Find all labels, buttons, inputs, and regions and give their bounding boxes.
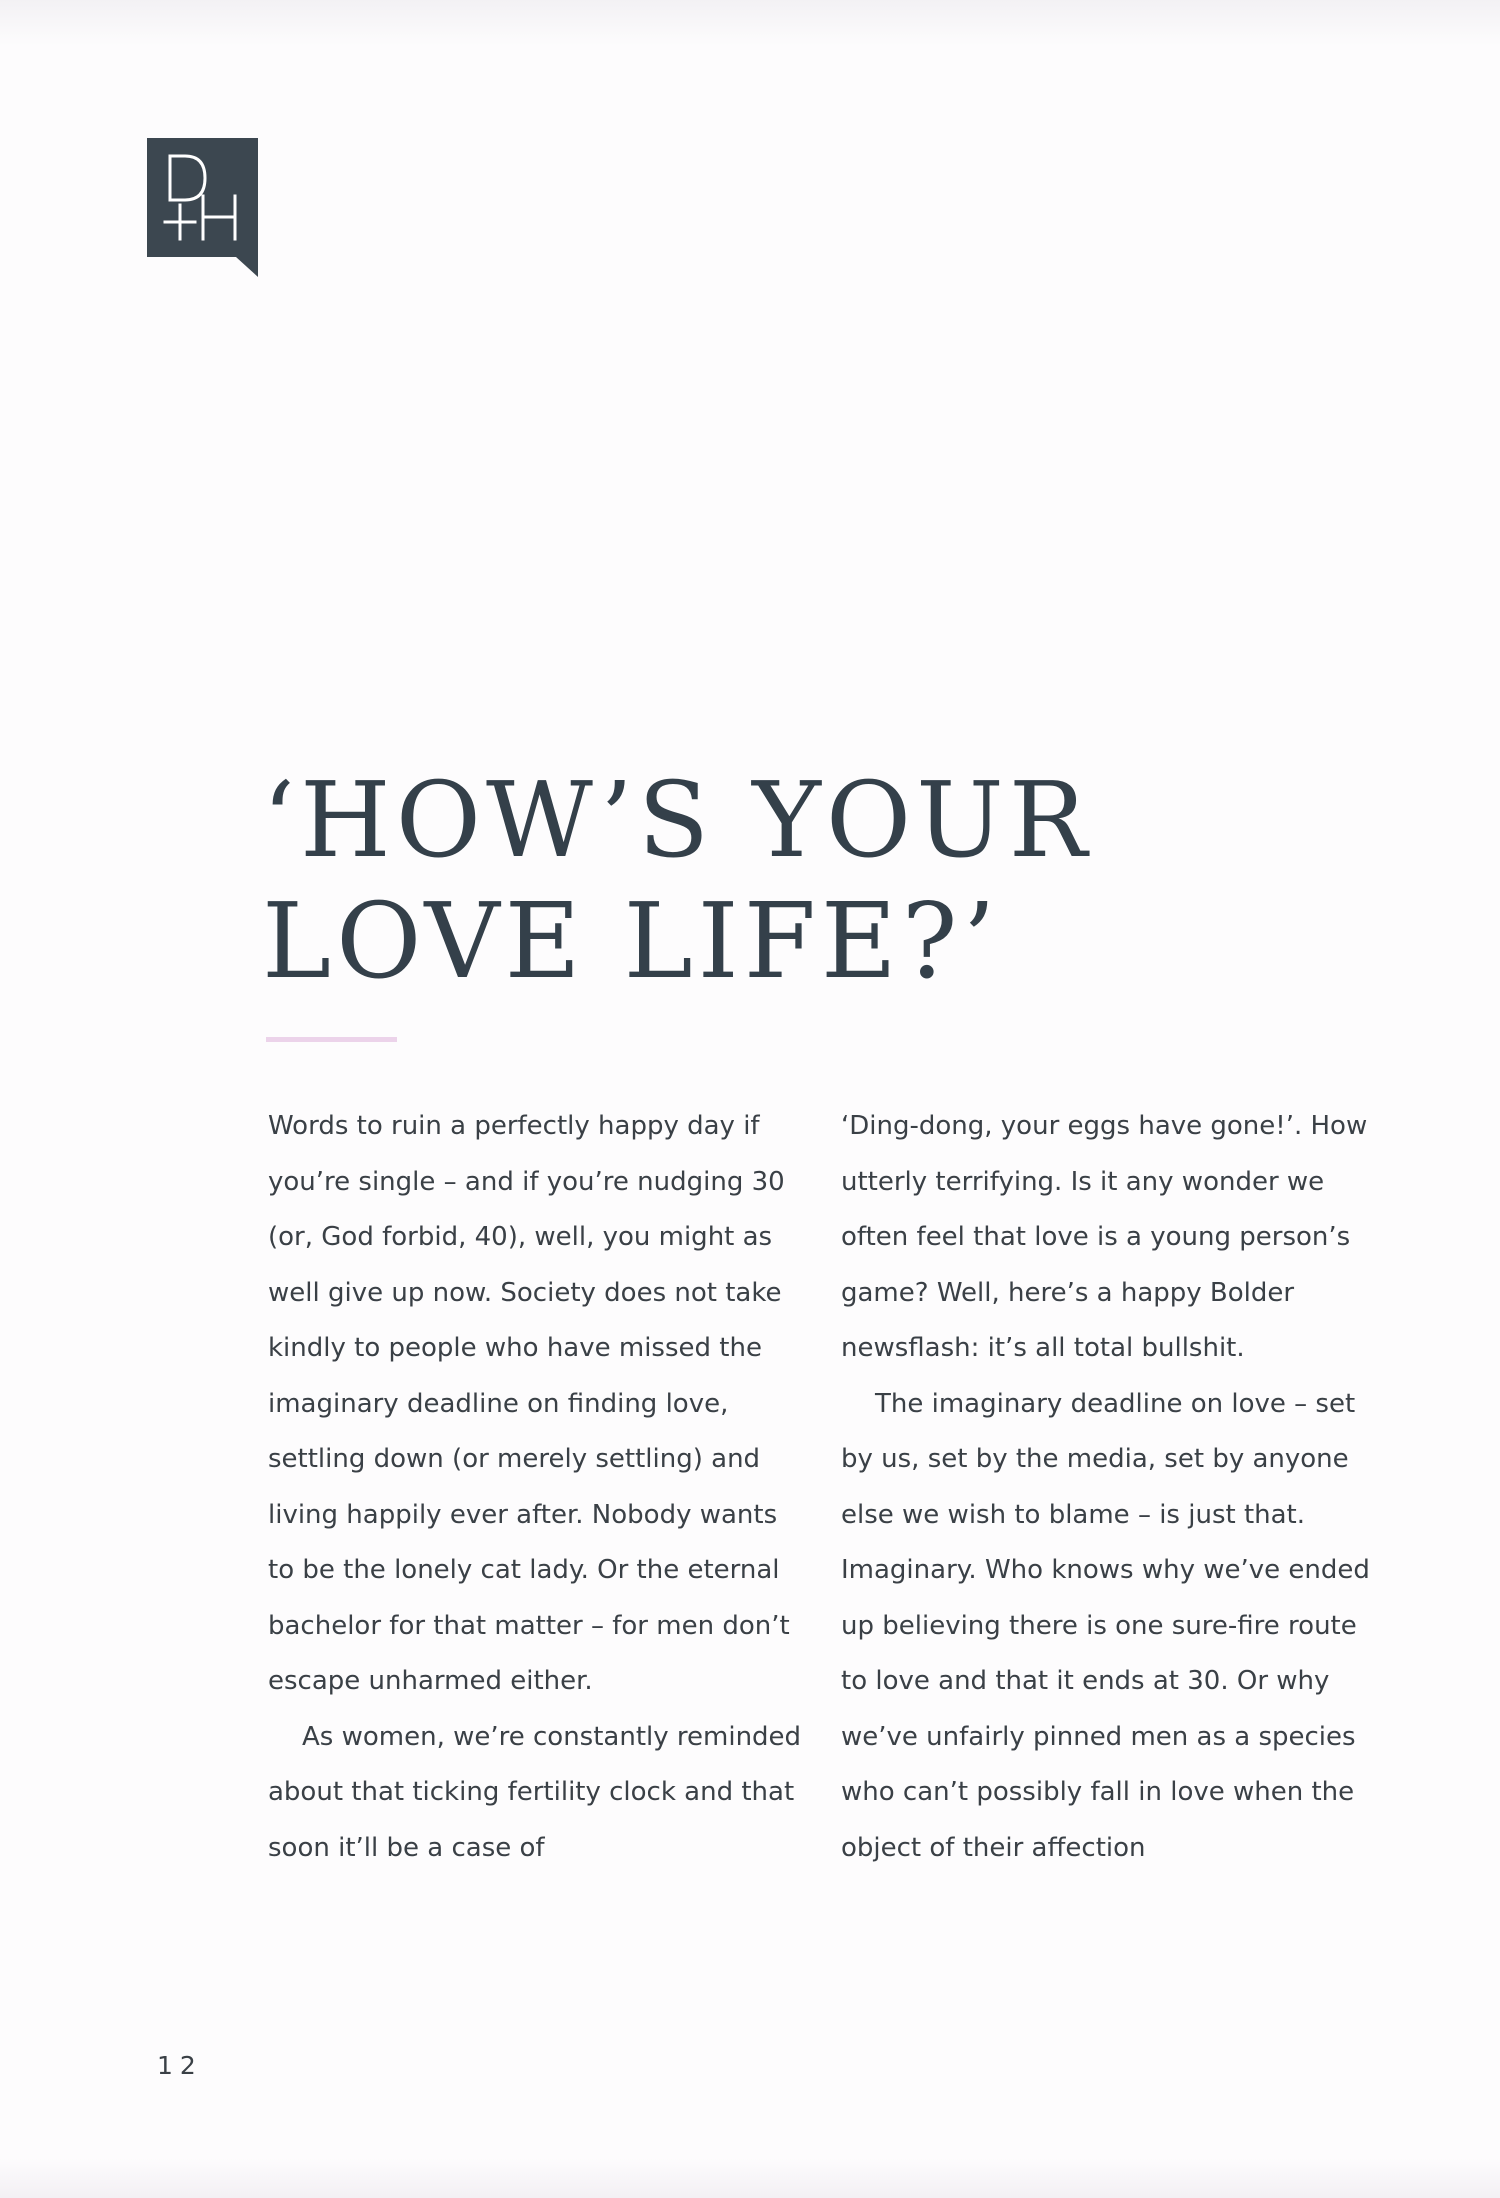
body-paragraph: The imaginary deadline on love – set by us, set by the media, set by anyone else we wish to blame – is just that. Imaginary. Who knows why we’ve ended up believing there is one sure-fire route to love and that it ends at 30. Or why we’ve unfairly pinned men as a species who can’t possibly fall in love when the object of their affection [841, 1388, 1370, 1863]
body-column-left [268, 1099, 810, 1876]
logo-badge-tail [236, 257, 258, 277]
dh-logo-badge [147, 138, 258, 257]
page-top-edge [0, 0, 1500, 46]
page-bottom-edge [0, 2158, 1500, 2198]
article-headline [262, 760, 1162, 1002]
body-paragraph: As women, we’re constantly reminded about that ticking fertility clock and that soon it’ll be a case of [268, 1721, 802, 1863]
headline-line-1: ‘HOW’S YOUR [262, 759, 1093, 881]
body-column-right [841, 1099, 1383, 1876]
dh-monogram-icon [147, 138, 258, 257]
headline-accent-rule [266, 1037, 397, 1042]
page-number: 12 [157, 2051, 203, 2080]
headline-line-2: LOVE LIFE?’ [262, 880, 1001, 1002]
body-paragraph: ‘Ding-dong, your eggs have gone!’. How utterly terrifying. Is it any wonder we often feel that love is a young person’s game? Well, here’s a happy Bolder newsflash: it’s all total bullshit. [841, 1111, 1368, 1363]
body-paragraph: Words to ruin a perfectly happy day if you’re single – and if you’re nudging 30 (or, God forbid, 40), well, you might as well give up now. Society does not take kindly to people who have missed the imaginary deadline on finding love, settling down (or merely settling) and living happily ever after. Nobody wants to be the lonely cat lady. Or the eternal bachelor for that matter – for men don’t escape unharmed either. [268, 1111, 790, 1696]
